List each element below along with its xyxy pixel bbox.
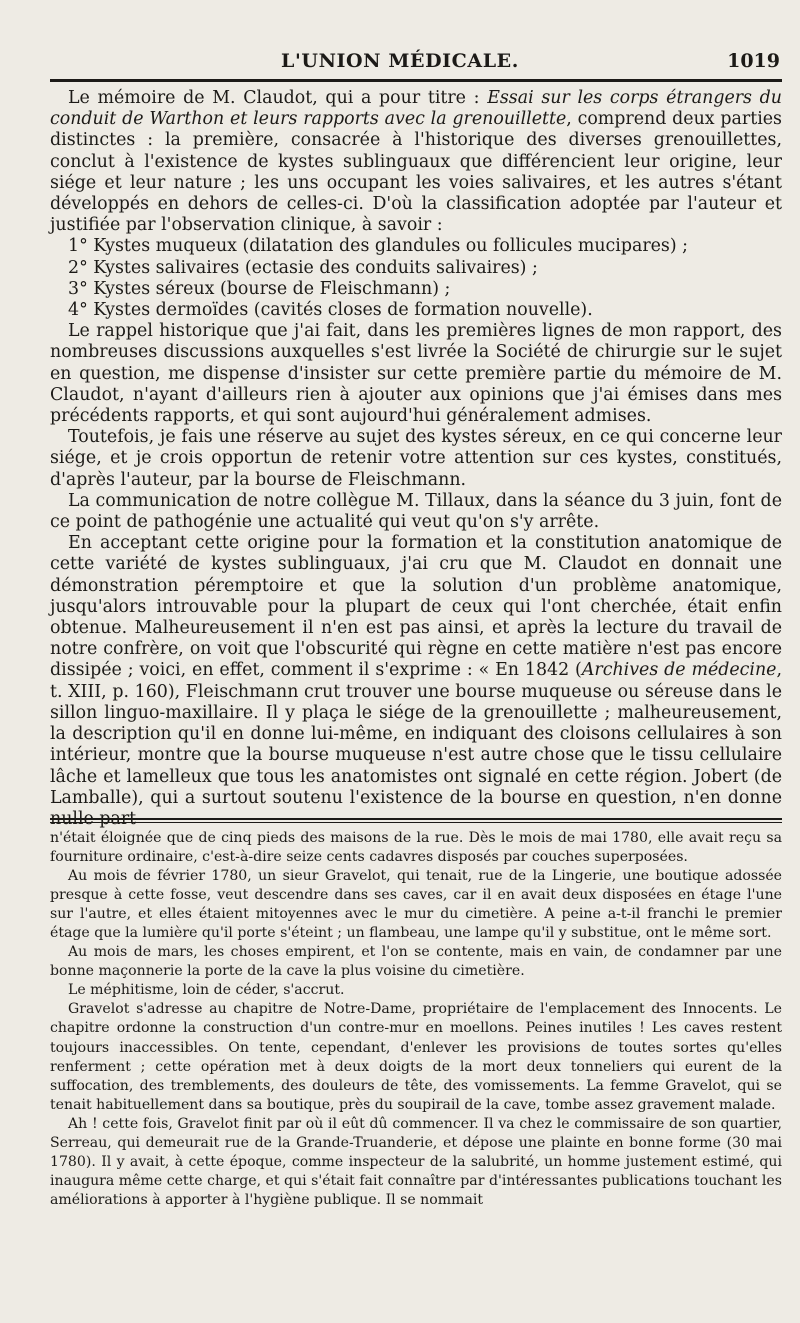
list-item: 1° Kystes muqueux (dilatation des glandules ou follicules mucipares) ; bbox=[68, 236, 689, 257]
paragraph: La communication de notre collègue M. Tillaux, dans la séance du 3 juin, font de ce point de pathogénie une actualité qui veut qu'on s'y arrête. bbox=[50, 490, 782, 533]
paragraph-text: En acceptant cette origine pour la formation et la constitution anatomique de cette variété de kystes sublinguaux, j'ai cru que M. Claudot en donnait une démonstration péremptoire et que la solution d'un problème anatomique, jusqu'alors introuvable pour la plupart de ceux qui l'ont cherchée, était enfin obtenue. Malheureusement il n'en est pas ainsi, et après la lecture du travail de notre confrère, on voit que l'obscurité qui règne en cette matière n'est pas encore dissipée ; voici, en effet, comment il s'exprime : « En 1842 ( bbox=[50, 533, 782, 681]
feuilleton-text bbox=[50, 829, 782, 1210]
footer-paragraph: Au mois de février 1780, un sieur Gravelot, qui tenait, rue de la Lingerie, une boutique adossée presque à cette fosse, veut descendre dans ses caves, car il en avait deux disposées en étage l'une sur l'autre, et elles étaient mitoyennes avec le mur du cimetière. A peine a-t-il franchi le premier étage que la lumière qu'il porte s'éteint ; un flambeau, une lampe qu'il y substitue, ont le même sort. bbox=[50, 868, 782, 942]
paragraph: Toutefois, je fais une réserve au sujet des kystes séreux, en ce qui concerne leur siége, et je crois opportun de retenir votre attention sur ces kystes, constitués, d'après l'auteur, par la bourse de Fleischmann. bbox=[50, 427, 782, 490]
paragraph bbox=[50, 88, 782, 236]
footnote-rule bbox=[50, 818, 782, 820]
running-title: L'UNION MÉDICALE. bbox=[281, 50, 519, 72]
journal-title: Archives de médecine bbox=[581, 660, 777, 681]
list-item: 4° Kystes dermoïdes (cavités closes de formation nouvelle). bbox=[68, 300, 593, 321]
footer-paragraph: n'était éloignée que de cinq pieds des maisons de la rue. Dès le mois de mai 1780, elle avait reçu sa fourniture ordinaire, c'est-à-dire seize cents cadavres disposés par couches superposées. bbox=[50, 830, 782, 866]
footnote-rule-thin bbox=[50, 822, 782, 823]
paragraph-text: , comprend deux parties distinctes : la première, consacrée à l'historique des diverses grenouillettes, conclut à l'existence de kystes sublinguaux que différencient leur origine, leur siége et leur nature ; les uns occupant les voies salivaires, et les autres s'étant développés en dehors de celles-ci. D'où la classification adoptée par l'auteur et justifiée par l'observation clinique, à savoir : bbox=[50, 109, 782, 236]
list-item: 3° Kystes séreux (bourse de Fleischmann) ; bbox=[68, 278, 451, 299]
memoir-title: Essai sur les corps étrangers du conduit de Warthon et leurs rapports avec la grenouillette bbox=[50, 88, 782, 130]
footer-paragraph: Ah ! cette fois, Gravelot finit par où il eût dû commencer. Il va chez le commissaire de son quartier, Serreau, qui demeurait rue de la Grande-Truanderie, et dépose une plainte en bonne forme (30 mai 1780). Il y avait, à cette époque, comme inspecteur de la salubrité, un homme justement estimé, qui inaugura même cette charge, et qui s'était fait connaître par d'intéressantes publications touchant les améliorations à apporter à l'hygiène publique. Il se nommait bbox=[50, 1115, 782, 1208]
footer-paragraph: Gravelot s'adresse au chapitre de Notre-Dame, propriétaire de l'emplacement des Innocents. Le chapitre ordonne la construction d'un contre-mur en moellons. Peines inutiles ! Les caves restent toujours inaccessibles. On tente, cependant, d'enlever les provisions de toutes sortes qu'elles renferment ; cette opération met à deux doigts de la mort deux tonneliers qui eurent de la suffocation, des tremblements, des douleurs de tête, des vomissements. La femme Gravelot, qui se tenait habituellement dans sa boutique, près du soupirail de la cave, tombe assez gravement malade. bbox=[50, 1001, 782, 1113]
list-item: 2° Kystes salivaires (ectasie des conduits salivaires) ; bbox=[68, 257, 538, 278]
paragraph: Le rappel historique que j'ai fait, dans les premières lignes de mon rapport, des nombreuses discussions auxquelles s'est livrée la Société de chirurgie sur le sujet en question, me dispense d'insister sur cette première partie du mémoire de M. Claudot, n'ayant d'ailleurs rien à ajouter aux opinions que j'ai émises dans mes précédents rapports, et qui sont aujourd'hui généralement admises. bbox=[50, 321, 782, 427]
paragraph-text: Le mémoire de M. Claudot, qui a pour titre : bbox=[68, 88, 488, 108]
page-header bbox=[0, 50, 800, 78]
paragraph-text: , t. XIII, p. 160), Fleischmann crut trouver une bourse muqueuse ou séreuse dans le sillon linguo-maxillaire. Il y plaça le siége de la grenouillette ; malheureusement, la description qu'il en donne lui-même, en indiquant des cloisons cellulaires à son intérieur, montre que la bourse muqueuse n'est autre chose que le tissu cellulaire lâche et lamelleux que tous les anatomistes ont signalé en cette région. Jobert (de Lamballe), qui a surtout soutenu l'existence de la bourse en question, n'en donne nulle part bbox=[50, 660, 782, 829]
footer-paragraph: Au mois de mars, les choses empirent, et l'on se contente, mais en vain, de condamner par une bonne maçonnerie la porte de la cave la plus voisine du cimetière. bbox=[50, 944, 782, 980]
header-rule bbox=[50, 79, 782, 82]
page-number: 1019 bbox=[727, 50, 780, 72]
main-text bbox=[50, 88, 782, 830]
paragraph bbox=[50, 533, 782, 830]
footer-paragraph: Le méphitisme, loin de céder, s'accrut. bbox=[68, 982, 345, 999]
